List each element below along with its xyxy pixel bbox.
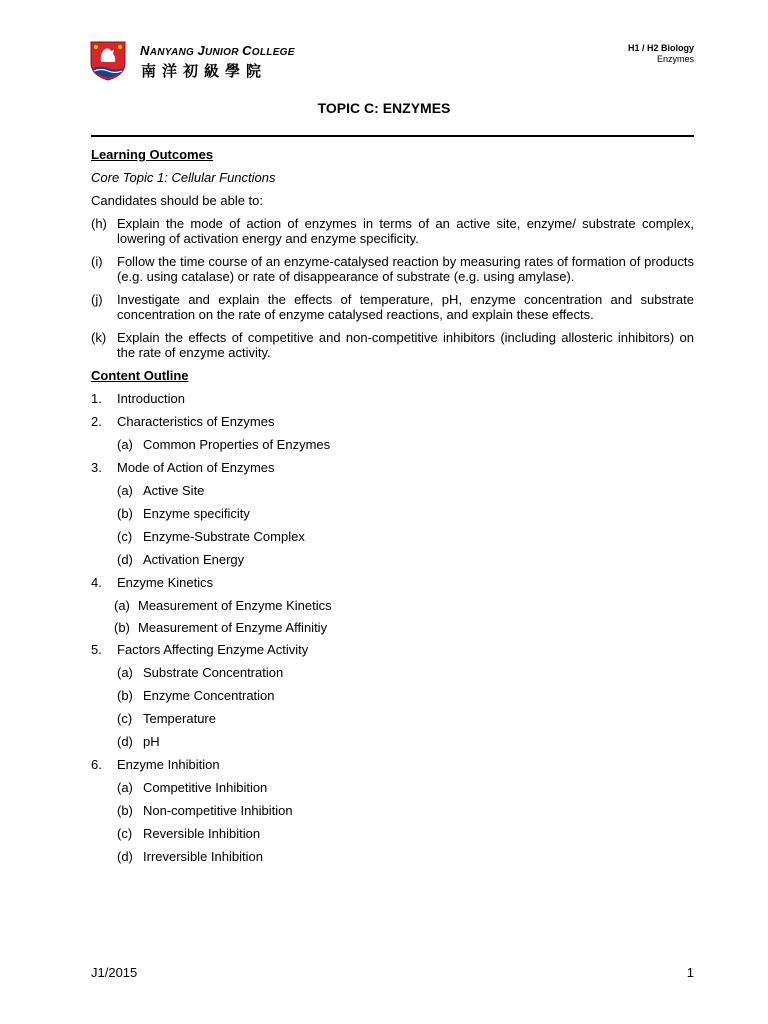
subsection-label: (d): [117, 849, 133, 864]
subsection-label: (a): [117, 780, 133, 795]
subsection-text: Substrate Concentration: [143, 665, 284, 680]
section-number: 5.: [91, 642, 102, 657]
outline-section: [91, 414, 694, 429]
subsection-text: Measurement of Enzyme Affinitiy: [138, 620, 328, 635]
subsection-label: (a): [117, 665, 133, 680]
section-title: Enzyme Kinetics: [117, 575, 214, 590]
outcome-text: Investigate and explain the effects of temperature, pH, enzyme concentration and substrate concentration on the rate of enzyme catalysed reactions, and explain these effects.: [117, 292, 694, 322]
subsection-text: Temperature: [143, 711, 216, 726]
document-header-info: [628, 43, 694, 65]
subsection-label: (a): [117, 483, 133, 498]
outline-section: [91, 391, 694, 406]
subsection-label: (a): [117, 437, 133, 452]
subsection-label: (d): [117, 552, 133, 567]
page-title: TOPIC C: ENZYMES: [317, 100, 451, 116]
section-title: Mode of Action of Enzymes: [117, 460, 275, 475]
outline-section: [91, 575, 694, 590]
outline-subsection: [91, 437, 694, 452]
subsection-label: (a): [114, 598, 130, 613]
subject-label: H1 / H2 Biology: [627, 43, 694, 53]
school-name-en: NANYANG JUNIOR COLLEGE: [140, 43, 295, 58]
outline-section: [91, 460, 694, 475]
section-number: 2.: [91, 414, 102, 429]
document-body: [91, 147, 694, 872]
subsection-text: Common Properties of Enzymes: [143, 437, 331, 452]
outcome-item: [91, 330, 694, 360]
outcome-item: [91, 292, 694, 322]
topic-short-label: Enzymes: [656, 54, 694, 64]
section-title: Characteristics of Enzymes: [117, 414, 275, 429]
section-number: 1.: [91, 391, 102, 406]
section-title: Factors Affecting Enzyme Activity: [117, 642, 309, 657]
subsection-text: Active Site: [143, 483, 205, 498]
subsection-label: (b): [117, 803, 133, 818]
outcome-item: [91, 216, 694, 246]
outline-subsection: [91, 803, 694, 818]
section-number: 6.: [91, 757, 102, 772]
section-title: Introduction: [117, 391, 185, 406]
outline-section: [91, 757, 694, 772]
subsection-text: Reversible Inhibition: [143, 826, 261, 841]
outline-subsection: [91, 711, 694, 726]
subsection-label: (c): [117, 529, 133, 544]
outline-subsection: [91, 849, 694, 864]
outcome-item: [91, 254, 694, 284]
subsection-label: (d): [117, 734, 133, 749]
content-outline-heading: Content Outline: [91, 368, 189, 383]
learning-outcomes-heading: Learning Outcomes: [91, 147, 214, 162]
outline-subsection: [91, 734, 694, 749]
subsection-label: (b): [117, 506, 133, 521]
subsection-text: Enzyme Concentration: [143, 688, 275, 703]
outline-subsection: [91, 598, 694, 613]
page-number: 1: [686, 965, 694, 980]
outcome-label: (i): [91, 254, 103, 269]
section-title: Enzyme Inhibition: [117, 757, 220, 772]
subsection-text: pH: [143, 734, 160, 749]
title-divider: [91, 135, 694, 137]
outline-subsection: [91, 552, 694, 567]
subsection-label: (c): [117, 711, 133, 726]
outline-subsection: [91, 780, 694, 795]
footer-date: J1/2015: [91, 965, 138, 980]
outcomes-intro: Candidates should be able to:: [91, 193, 264, 208]
crest-icon: [90, 41, 126, 81]
subsection-text: Irreversible Inhibition: [143, 849, 263, 864]
outcome-label: (k): [91, 330, 107, 345]
outline-subsection: [91, 620, 694, 635]
subsection-text: Activation Energy: [143, 552, 245, 567]
subsection-text: Enzyme-Substrate Complex: [143, 529, 305, 544]
subsection-text: Non-competitive Inhibition: [143, 803, 293, 818]
subsection-text: Measurement of Enzyme Kinetics: [138, 598, 332, 613]
section-number: 4.: [91, 575, 102, 590]
outline-subsection: [91, 529, 694, 544]
school-name-cn: 南洋初級學院: [141, 62, 268, 80]
subsection-text: Competitive Inhibition: [143, 780, 268, 795]
outline-subsection: [91, 506, 694, 521]
subsection-label: (c): [117, 826, 133, 841]
outline-subsection: [91, 826, 694, 841]
outcome-text: Explain the mode of action of enzymes in terms of an active site, enzyme/ substrate complex, lowering of activation energy and enzyme specificity.: [117, 216, 694, 246]
outline-subsection: [91, 688, 694, 703]
outline-subsection: [91, 665, 694, 680]
outcome-label: (j): [91, 292, 103, 307]
outline-subsection: [91, 483, 694, 498]
outcome-text: Explain the effects of competitive and non-competitive inhibitors (including allosteric inhibitors) on the rate of enzyme activity.: [117, 330, 694, 360]
core-topic-label: Core Topic 1: Cellular Functions: [91, 170, 276, 185]
outcome-text: Follow the time course of an enzyme-catalysed reaction by measuring rates of formation of products (e.g. using catalase) or rate of disappearance of substrate (e.g. using amylase).: [117, 254, 694, 284]
subsection-label: (b): [114, 620, 130, 635]
section-number: 3.: [91, 460, 102, 475]
outline-section: [91, 642, 694, 657]
outcome-label: (h): [91, 216, 107, 231]
subsection-text: Enzyme specificity: [143, 506, 250, 521]
subsection-label: (b): [117, 688, 133, 703]
